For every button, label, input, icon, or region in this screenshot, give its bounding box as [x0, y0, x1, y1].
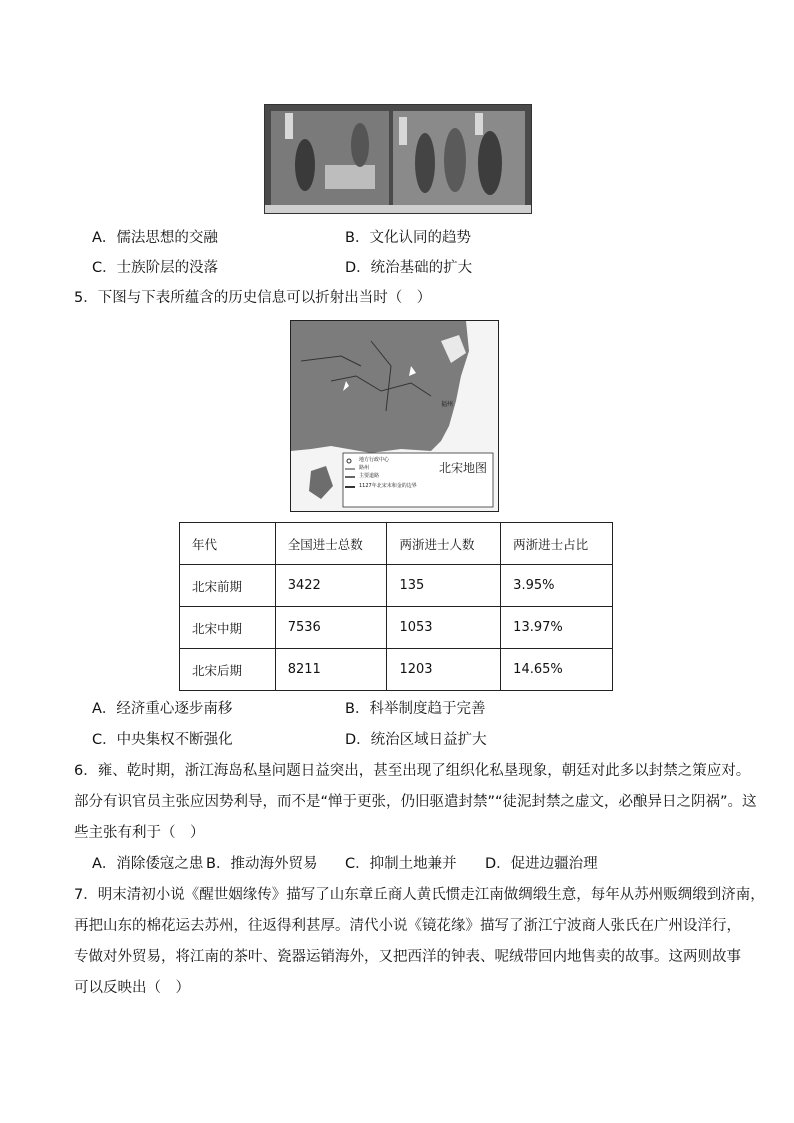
- q4-option-a: A．儒法思想的交融: [92, 230, 218, 246]
- q5-stem: 5．下图与下表所蕴含的历史信息可以折射出当时（ ）: [74, 290, 432, 306]
- table-row: [180, 607, 613, 649]
- table-cell-ratio: 14.65%: [501, 649, 613, 691]
- q7-stem-line: 可以反映出（ ）: [74, 980, 190, 996]
- q6-stem-line: 6．雍、乾时期，浙江海岛私垦问题日益突出，甚至出现了组织化私垦现象，朝廷对此多以封禁之策应对。: [74, 763, 751, 779]
- q4-option-b: B．文化认同的趋势: [345, 230, 471, 246]
- northern-song-map: [290, 320, 499, 512]
- q6-option-c: C．抑制土地兼并: [345, 856, 457, 872]
- q6-option-b: B．推动海外贸易: [206, 856, 318, 872]
- table-row: [180, 565, 613, 607]
- map-region-label: 福州: [441, 401, 454, 408]
- map-title: 北宋地图: [439, 461, 488, 475]
- q7-stem-line: 7．明末清初小说《醒世姻缘传》描写了山东章丘商人黄氏惯走江南做绸缎生意，每年从苏州贩绸缎到济南，: [74, 887, 765, 903]
- q6-stem-line: 部分有识官员主张应因势利导，而不是“惮于更张，仍旧驱遣封禁”“徒泥封禁之虚文，必酿异日之阴祸”。这: [74, 794, 757, 810]
- table-row: [180, 649, 613, 691]
- q5-option-a: A．经济重心逐步南移: [92, 701, 233, 717]
- table-cell-ratio: 3.95%: [501, 565, 613, 607]
- table-cell-period: 北宋前期: [180, 565, 276, 607]
- table-header-cell: 年代: [180, 523, 276, 565]
- table-cell-period: 北宋中期: [180, 607, 276, 649]
- q6-stem-line: 些主张有利于（ ）: [74, 825, 205, 841]
- map-legend-item: 主要道路: [359, 473, 380, 479]
- historical-painting-image: [264, 104, 532, 214]
- table-cell-period: 北宋后期: [180, 649, 276, 691]
- q4-option-d: D．统治基础的扩大: [345, 260, 473, 276]
- map-legend-item: 路州: [359, 465, 370, 471]
- table-cell-zhe: 1203: [387, 649, 501, 691]
- table-cell-total: 7536: [275, 607, 387, 649]
- map-legend-item: 地方行政中心: [359, 457, 390, 463]
- table-cell-ratio: 13.97%: [501, 607, 613, 649]
- table-header-cell: 全国进士总数: [275, 523, 387, 565]
- table-header-row: [180, 523, 613, 565]
- jinshi-statistics-table: [179, 522, 613, 691]
- table-header-cell: 两浙进士占比: [501, 523, 613, 565]
- q7-stem-line: 再把山东的棉花运去苏州，往返得利甚厚。清代小说《镜花缘》描写了浙江宁波商人张氏在广州设洋行，: [74, 918, 741, 934]
- table-cell-total: 8211: [275, 649, 387, 691]
- q5-option-b: B．科举制度趋于完善: [345, 701, 486, 717]
- q6-option-a: A．消除倭寇之患: [92, 856, 204, 872]
- table-cell-zhe: 1053: [387, 607, 501, 649]
- q6-option-d: D．促进边疆治理: [485, 856, 598, 872]
- q5-option-c: C．中央集权不断强化: [92, 732, 233, 748]
- map-legend-item: 1127年北宋末和金的边界: [359, 483, 417, 489]
- q4-option-c: C．士族阶层的没落: [92, 260, 219, 276]
- table-header-cell: 两浙进士人数: [387, 523, 501, 565]
- table-cell-zhe: 135: [387, 565, 501, 607]
- table-cell-total: 3422: [275, 565, 387, 607]
- painting-illustration: [265, 105, 531, 213]
- q5-option-d: D．统治区域日益扩大: [345, 732, 487, 748]
- q7-stem-line: 专做对外贸易，将江南的茶叶、瓷器运销海外，又把西洋的钟表、呢绒带回内地售卖的故事。这两则故事: [74, 949, 741, 965]
